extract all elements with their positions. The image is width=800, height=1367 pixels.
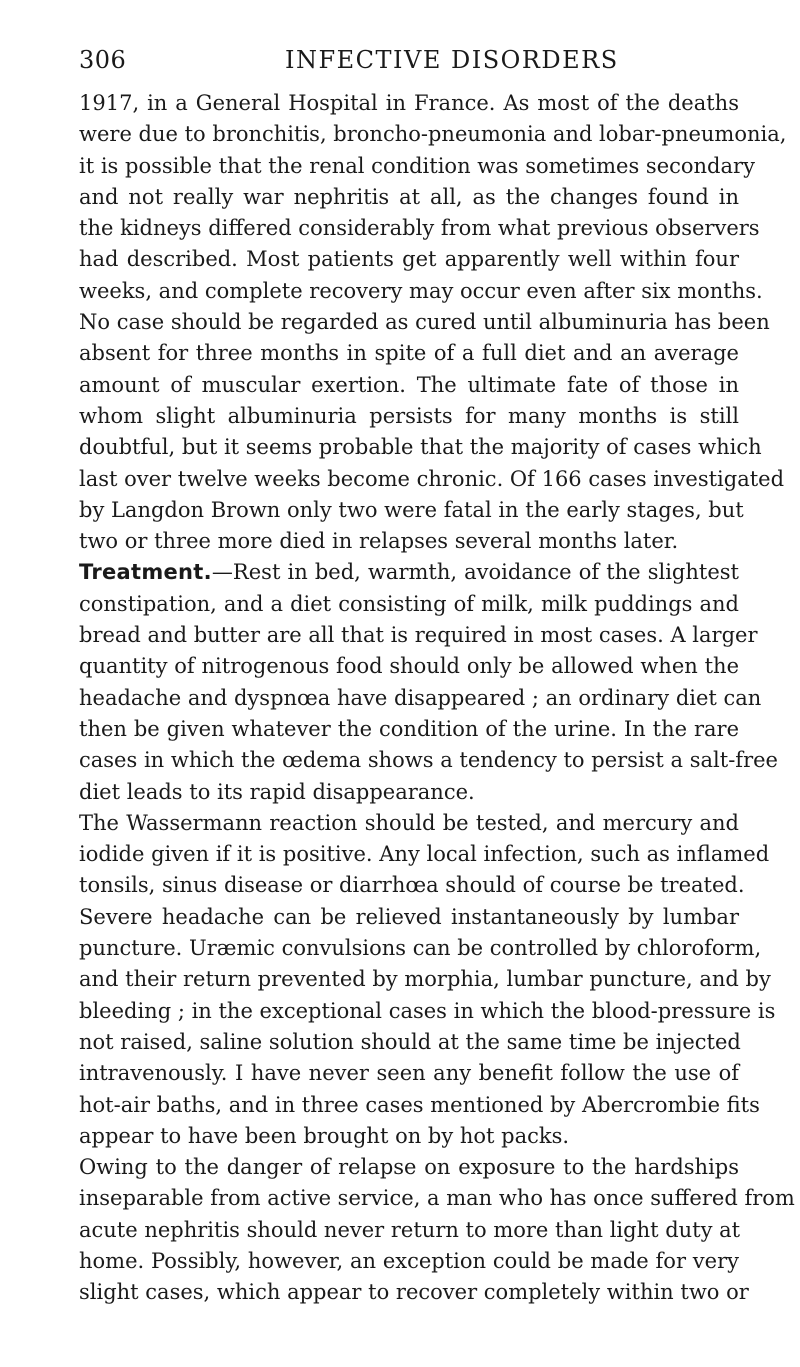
text-line: 1917, in a General Hospital in France. As most of the deaths [79, 91, 739, 115]
text-line: acute nephritis should never return to more than light duty at [79, 1217, 741, 1242]
text-run: —Rest in bed, warmth, avoidance of the slightest [211, 560, 739, 585]
text-line: hot-air baths, and in three cases mentioned by Abercrombie fits [79, 1092, 760, 1117]
text-line: amount of muscular exertion. The ultimate fate of those in [79, 372, 739, 397]
running-title: INFECTIVE DISORDERS [285, 46, 619, 74]
text-line: headache and dyspnœa have disappeared ; an ordinary diet can [79, 685, 762, 710]
text-line: by Langdon Brown only two were fatal in the early stages, but [79, 497, 744, 522]
text-line: appear to have been brought on by hot packs. [79, 1123, 570, 1148]
text-line: doubtful, but it seems probable that the majority of cases which [79, 435, 762, 460]
text-line: intravenously. I have never seen any benefit follow the use of [79, 1061, 739, 1086]
text-line: not raised, saline solution should at the same time be injected [79, 1029, 741, 1054]
body-text [79, 88, 795, 1309]
text-line: and not really war nephritis at all, as the changes found in [79, 184, 739, 209]
text-line: two or three more died in relapses several months later. [79, 529, 679, 554]
text-line: puncture. Uræmic convulsions can be controlled by chloroform, [79, 936, 762, 961]
text-line: absent for three months in spite of a full diet and an average [79, 341, 739, 366]
text-line: tonsils, sinus disease or diarrhœa should of course be treated. [79, 873, 745, 898]
text-line: had described. Most patients get apparently well within four [79, 247, 739, 272]
text-line: cases in which the œdema shows a tendency to persist a salt-free [79, 748, 778, 773]
text-line: iodide given if it is positive. Any local infection, such as inflamed [79, 842, 770, 867]
text-line: last over twelve weeks become chronic. Of 166 cases investigated [79, 466, 785, 491]
text-line: Owing to the danger of relapse on exposure to the hardships [79, 1155, 739, 1180]
text-line: home. Possibly, however, an exception could be made for very [79, 1248, 739, 1273]
text-line: constipation, and a diet consisting of milk, milk puddings and [79, 591, 739, 616]
treatment-first-line [79, 557, 739, 588]
text-line: quantity of nitrogenous food should only be allowed when the [79, 654, 739, 679]
running-head [79, 44, 729, 84]
text-line: Severe headache can be relieved instantaneously by lumbar [79, 904, 739, 929]
text-line: The Wassermann reaction should be tested, and mercury and [79, 810, 739, 835]
text-line: the kidneys differed considerably from what previous observers [79, 216, 760, 241]
text-line: weeks, and complete recovery may occur even after six months. [79, 278, 763, 303]
text-line: bread and butter are all that is required in most cases. A larger [79, 623, 758, 648]
page-number: 306 [79, 46, 127, 74]
text-line: and their return prevented by morphia, lumbar puncture, and by [79, 967, 771, 992]
text-line: No case should be regarded as cured until albuminuria has been [79, 310, 770, 335]
text-line: it is possible that the renal condition was sometimes secondary [79, 153, 755, 178]
text-line: inseparable from active service, a man who has once suffered from [79, 1186, 795, 1211]
text-line: then be given whatever the condition of the urine. In the rare [79, 716, 739, 741]
text-line: slight cases, which appear to recover completely within two or [79, 1280, 749, 1305]
section-heading-treatment: Treatment. [79, 560, 212, 585]
text-line: were due to bronchitis, broncho-pneumonia and lobar-pneumonia, [79, 122, 787, 147]
text-line: bleeding ; in the exceptional cases in which the blood-pressure is [79, 998, 776, 1023]
text-line: diet leads to its rapid disappearance. [79, 779, 475, 804]
text-line: whom slight albuminuria persists for many months is still [79, 403, 739, 428]
